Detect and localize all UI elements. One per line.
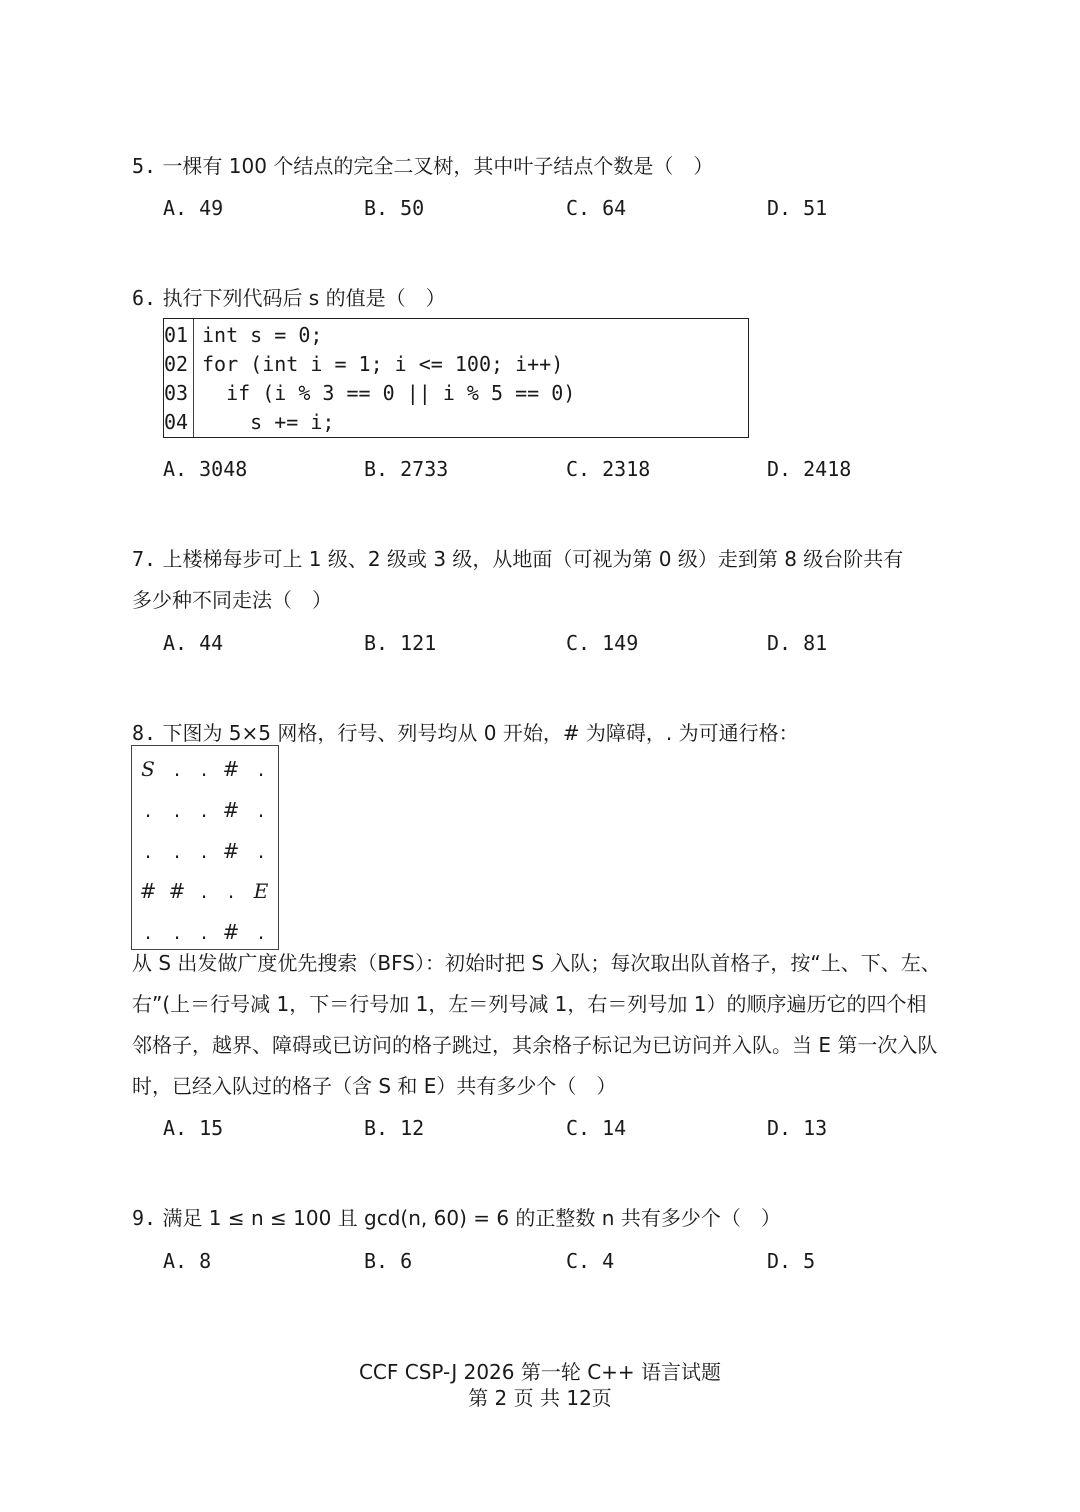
grid-cell: # [222, 757, 240, 781]
question-number: 8. [132, 721, 157, 745]
grid-cell: # [222, 839, 240, 863]
question-5 [132, 146, 952, 187]
grid-cell: # [222, 798, 240, 822]
grid-cell-end: E [253, 879, 269, 903]
question-7 [132, 539, 952, 621]
grid-cell: . [200, 879, 208, 903]
code-line: if (i % 3 == 0 || i % 5 == 0) [202, 381, 576, 405]
grid-cell: # [139, 879, 157, 903]
code-lines [202, 319, 744, 437]
line-number: 04 [164, 410, 189, 434]
question-stem: 执行下列代码后 s 的值是（ ） [162, 286, 446, 310]
options-q8 [163, 1116, 983, 1146]
grid-cell: . [257, 920, 265, 944]
question-stem: 上楼梯每步可上 1 级、2 级或 3 级，从地面（可视为第 0 级）走到第 8 级台阶共有 [162, 547, 904, 571]
option-a[interactable]: A. 44 [163, 631, 224, 655]
question-number: 9. [132, 1206, 157, 1230]
grid-row [132, 836, 278, 866]
options-q5 [163, 196, 983, 226]
options-q9 [163, 1249, 983, 1279]
grid-cell-start: S [141, 757, 155, 781]
option-b[interactable]: B. 2733 [364, 457, 449, 481]
grid-cell: . [257, 798, 265, 822]
line-number: 01 [164, 323, 189, 347]
line-number: 02 [164, 352, 189, 376]
option-b[interactable]: B. 12 [364, 1116, 425, 1140]
option-a[interactable]: A. 49 [163, 196, 224, 220]
grid-cell: . [173, 757, 181, 781]
option-d[interactable]: D. 81 [767, 631, 828, 655]
code-line: s += i; [202, 410, 335, 434]
options-q7 [163, 631, 983, 661]
option-a[interactable]: A. 15 [163, 1116, 224, 1140]
option-b[interactable]: B. 50 [364, 196, 425, 220]
option-c[interactable]: C. 64 [566, 196, 627, 220]
option-c[interactable]: C. 2318 [566, 457, 651, 481]
code-block [163, 318, 749, 438]
grid-cell: . [144, 920, 152, 944]
options-q6 [163, 457, 983, 487]
grid-cell: . [200, 839, 208, 863]
option-c[interactable]: C. 14 [566, 1116, 627, 1140]
question-stem: 满足 1 ≤ n ≤ 100 且 gcd(n, 60) = 6 的正整数 n 共有多少个（ ） [162, 1206, 781, 1230]
grid-cell: . [257, 757, 265, 781]
grid-row [132, 876, 278, 906]
grid-cell: . [144, 839, 152, 863]
grid-row [132, 754, 278, 784]
maze-grid [131, 745, 279, 950]
code-line: for (int i = 1; i <= 100; i++) [202, 352, 564, 376]
grid-cell: . [144, 798, 152, 822]
grid-cell: . [200, 920, 208, 944]
option-b[interactable]: B. 121 [364, 631, 437, 655]
option-d[interactable]: D. 13 [767, 1116, 828, 1140]
question-number: 6. [132, 286, 157, 310]
grid-cell: . [200, 757, 208, 781]
description-line: 时，已经入队过的格子（含 S 和 E）共有多少个（ ） [132, 1074, 617, 1098]
code-line: int s = 0; [202, 323, 323, 347]
description-line: 邻格子，越界、障碍或已访问的格子跳过，其余格子标记为已访问并入队。当 E 第一次入队 [132, 1033, 938, 1057]
option-d[interactable]: D. 2418 [767, 457, 852, 481]
question-number: 7. [132, 547, 157, 571]
page-footer-title: CCF CSP-J 2026 第一轮 C++ 语言试题 [358, 1360, 722, 1384]
question-6 [132, 278, 952, 319]
option-a[interactable]: A. 8 [163, 1249, 212, 1273]
option-d[interactable]: D. 5 [767, 1249, 816, 1273]
grid-cell: # [222, 920, 240, 944]
question-stem-cont: 多少种不同走法（ ） [132, 588, 332, 612]
question-9 [132, 1198, 952, 1239]
grid-cell: . [173, 839, 181, 863]
code-line-numbers [164, 319, 194, 437]
description-line: 右”(上＝行号减 1，下＝行号加 1，左＝列号减 1，右＝列号加 1）的顺序遍历它的四个相 [132, 992, 927, 1016]
option-c[interactable]: C. 4 [566, 1249, 615, 1273]
grid-cell: . [173, 920, 181, 944]
description-line: 从 S 出发做广度优先搜索（BFS）：初始时把 S 入队；每次取出队首格子，按“上、下、左、 [132, 951, 941, 975]
grid-cell: # [168, 879, 186, 903]
option-c[interactable]: C. 149 [566, 631, 639, 655]
grid-row [132, 795, 278, 825]
question-stem: 一棵有 100 个结点的完全二叉树，其中叶子结点个数是（ ） [162, 154, 714, 178]
option-d[interactable]: D. 51 [767, 196, 828, 220]
question-number: 5. [132, 154, 157, 178]
option-b[interactable]: B. 6 [364, 1249, 413, 1273]
grid-cell: . [257, 839, 265, 863]
line-number: 03 [164, 381, 189, 405]
grid-cell: . [227, 879, 235, 903]
grid-cell: . [200, 798, 208, 822]
grid-cell: . [173, 798, 181, 822]
question-8-description [132, 943, 952, 1107]
option-a[interactable]: A. 3048 [163, 457, 248, 481]
page-footer-number: 第 2 页 共 12页 [468, 1386, 612, 1410]
question-stem: 下图为 5×5 网格，行号、列号均从 0 开始，# 为障碍，. 为可通行格： [162, 721, 799, 745]
